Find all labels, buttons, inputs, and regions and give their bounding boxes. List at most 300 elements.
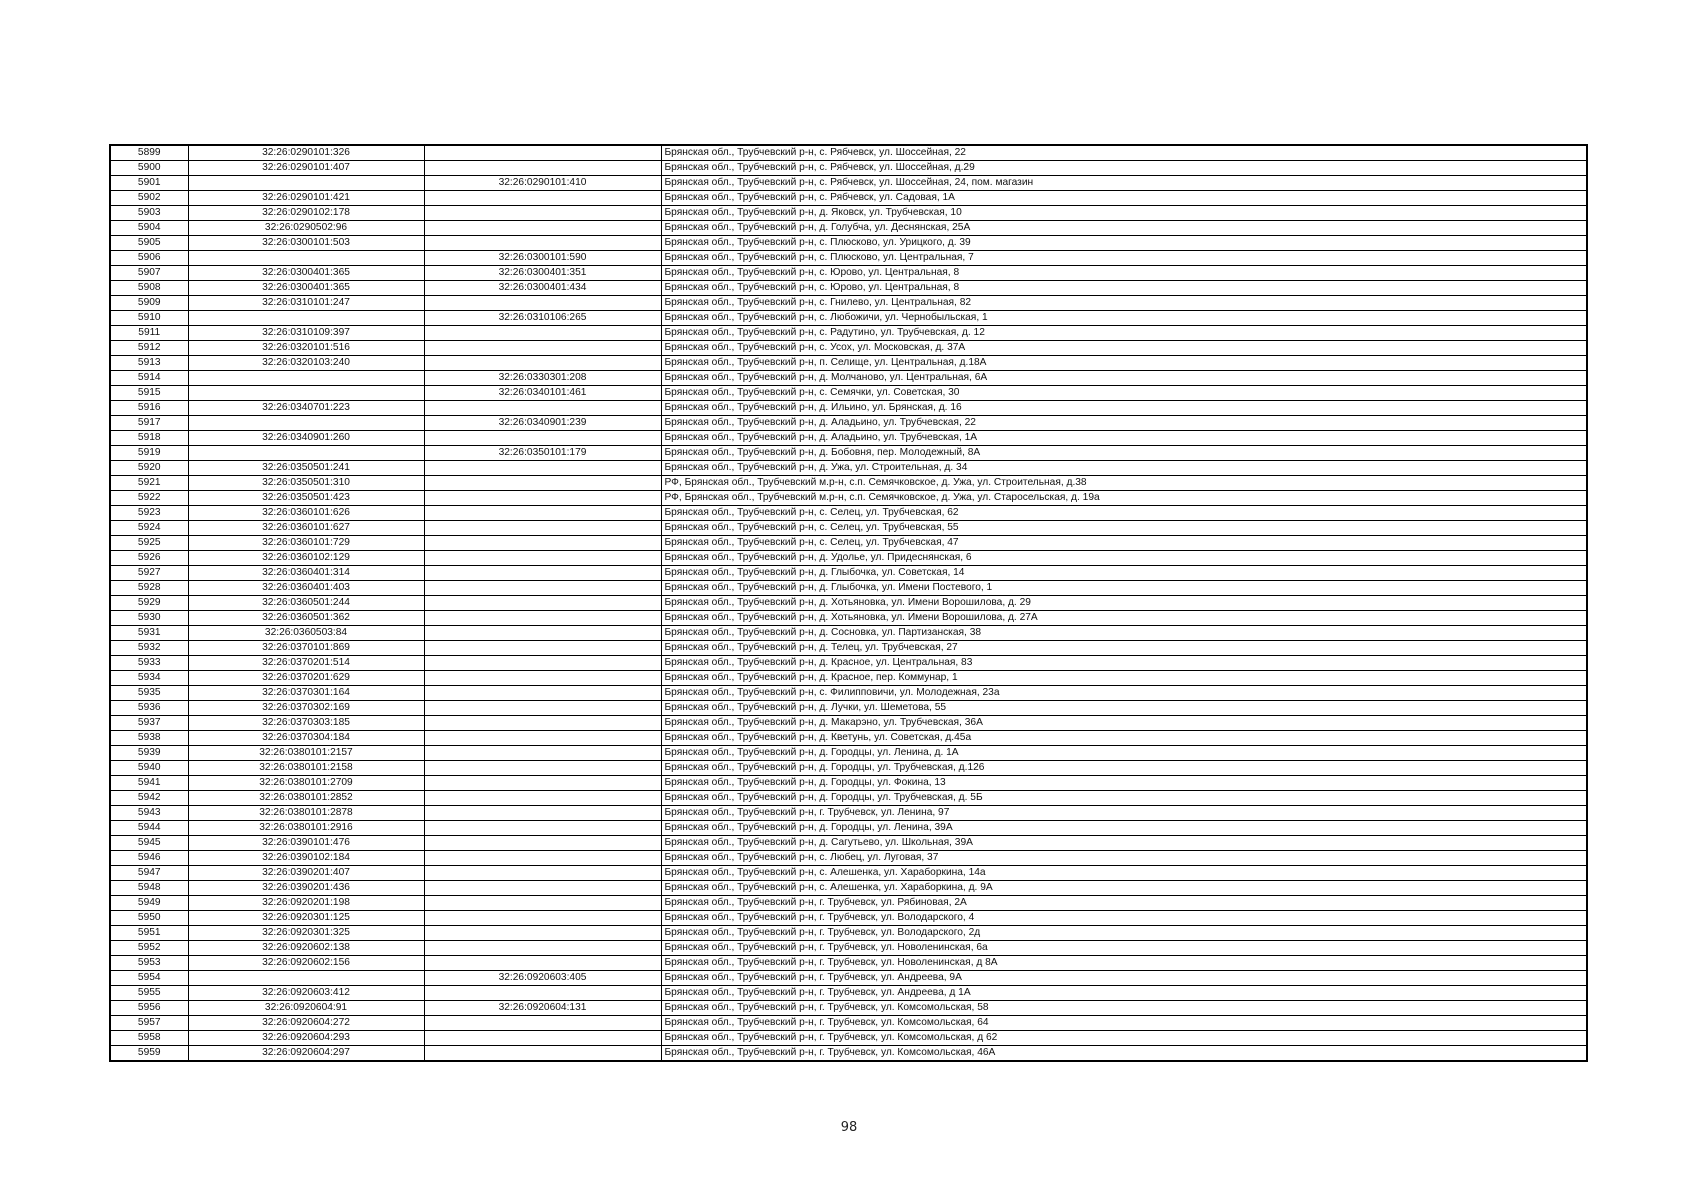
cadastral-number-cell: 32:26:0290102:178 bbox=[188, 206, 424, 221]
cadastral-number-cell: 32:26:0370302:169 bbox=[188, 701, 424, 716]
related-cadastral-number-cell bbox=[424, 986, 661, 1001]
related-cadastral-number-cell bbox=[424, 671, 661, 686]
table-row bbox=[110, 326, 1587, 341]
related-cadastral-number-cell bbox=[424, 1016, 661, 1031]
related-cadastral-number-cell bbox=[424, 776, 661, 791]
cadastral-number-cell bbox=[188, 446, 424, 461]
related-cadastral-number-cell: 32:26:0350101:179 bbox=[424, 446, 661, 461]
address-cell: Брянская обл., Трубчевский р-н, д. Лучки, ул. Шеметова, 55 bbox=[661, 701, 1587, 716]
address-cell: Брянская обл., Трубчевский р-н, г. Трубчевск, ул. Комсомольская, 64 bbox=[661, 1016, 1587, 1031]
table-row bbox=[110, 836, 1587, 851]
registry-table-body bbox=[110, 145, 1587, 1061]
cadastral-number-cell: 32:26:0300401:365 bbox=[188, 266, 424, 281]
cadastral-number-cell: 32:26:0360503:84 bbox=[188, 626, 424, 641]
table-row bbox=[110, 656, 1587, 671]
related-cadastral-number-cell bbox=[424, 806, 661, 821]
cadastral-number-cell: 32:26:0300401:365 bbox=[188, 281, 424, 296]
related-cadastral-number-cell bbox=[424, 686, 661, 701]
address-cell: Брянская обл., Трубчевский р-н, с. Гнилево, ул. Центральная, 82 bbox=[661, 296, 1587, 311]
related-cadastral-number-cell bbox=[424, 161, 661, 176]
related-cadastral-number-cell: 32:26:0330301:208 bbox=[424, 371, 661, 386]
address-cell: Брянская обл., Трубчевский р-н, с. Юрово, ул. Центральная, 8 bbox=[661, 281, 1587, 296]
address-cell: Брянская обл., Трубчевский р-н, д. Удолье, ул. Придеснянская, 6 bbox=[661, 551, 1587, 566]
row-number-cell: 5910 bbox=[110, 311, 188, 326]
related-cadastral-number-cell bbox=[424, 596, 661, 611]
row-number-cell: 5920 bbox=[110, 461, 188, 476]
related-cadastral-number-cell bbox=[424, 716, 661, 731]
address-cell: РФ, Брянская обл., Трубчевский м.р-н, с.п. Семячковское, д. Ужа, ул. Строительная, д.38 bbox=[661, 476, 1587, 491]
row-number-cell: 5921 bbox=[110, 476, 188, 491]
cadastral-number-cell: 32:26:0290101:326 bbox=[188, 145, 424, 161]
table-row bbox=[110, 431, 1587, 446]
address-cell: Брянская обл., Трубчевский р-н, с. Алешенка, ул. Хараборкина, д. 9А bbox=[661, 881, 1587, 896]
address-cell: Брянская обл., Трубчевский р-н, с. Рябчевск, ул. Садовая, 1А bbox=[661, 191, 1587, 206]
table-row bbox=[110, 416, 1587, 431]
table-row bbox=[110, 521, 1587, 536]
row-number-cell: 5899 bbox=[110, 145, 188, 161]
table-row bbox=[110, 566, 1587, 581]
table-row bbox=[110, 476, 1587, 491]
related-cadastral-number-cell bbox=[424, 926, 661, 941]
cadastral-number-cell: 32:26:0920301:125 bbox=[188, 911, 424, 926]
cadastral-number-cell: 32:26:0380101:2157 bbox=[188, 746, 424, 761]
table-row bbox=[110, 941, 1587, 956]
address-cell: Брянская обл., Трубчевский р-н, д. Молчаново, ул. Центральная, 6А bbox=[661, 371, 1587, 386]
related-cadastral-number-cell bbox=[424, 356, 661, 371]
related-cadastral-number-cell bbox=[424, 236, 661, 251]
related-cadastral-number-cell bbox=[424, 941, 661, 956]
table-row bbox=[110, 1016, 1587, 1031]
address-cell: Брянская обл., Трубчевский р-н, с. Селец, ул. Трубчевская, 55 bbox=[661, 521, 1587, 536]
related-cadastral-number-cell bbox=[424, 581, 661, 596]
table-row bbox=[110, 191, 1587, 206]
row-number-cell: 5926 bbox=[110, 551, 188, 566]
related-cadastral-number-cell bbox=[424, 626, 661, 641]
table-row bbox=[110, 791, 1587, 806]
address-cell: Брянская обл., Трубчевский р-н, д. Городцы, ул. Трубчевская, д. 5Б bbox=[661, 791, 1587, 806]
row-number-cell: 5939 bbox=[110, 746, 188, 761]
address-cell: Брянская обл., Трубчевский р-н, д. Красное, пер. Коммунар, 1 bbox=[661, 671, 1587, 686]
cadastral-number-cell: 32:26:0370201:629 bbox=[188, 671, 424, 686]
row-number-cell: 5931 bbox=[110, 626, 188, 641]
row-number-cell: 5915 bbox=[110, 386, 188, 401]
row-number-cell: 5924 bbox=[110, 521, 188, 536]
related-cadastral-number-cell bbox=[424, 641, 661, 656]
cadastral-number-cell: 32:26:0920604:91 bbox=[188, 1001, 424, 1016]
row-number-cell: 5941 bbox=[110, 776, 188, 791]
cadastral-number-cell: 32:26:0350501:241 bbox=[188, 461, 424, 476]
table-row bbox=[110, 386, 1587, 401]
address-cell: Брянская обл., Трубчевский р-н, с. Любожичи, ул. Чернобыльская, 1 bbox=[661, 311, 1587, 326]
cadastral-number-cell: 32:26:0290502:96 bbox=[188, 221, 424, 236]
row-number-cell: 5918 bbox=[110, 431, 188, 446]
address-cell: Брянская обл., Трубчевский р-н, д. Хотьяновка, ул. Имени Ворошилова, д. 27А bbox=[661, 611, 1587, 626]
row-number-cell: 5948 bbox=[110, 881, 188, 896]
row-number-cell: 5908 bbox=[110, 281, 188, 296]
related-cadastral-number-cell bbox=[424, 551, 661, 566]
cadastral-number-cell: 32:26:0380101:2709 bbox=[188, 776, 424, 791]
address-cell: Брянская обл., Трубчевский р-н, с. Филипповичи, ул. Молодежная, 23а bbox=[661, 686, 1587, 701]
table-row bbox=[110, 461, 1587, 476]
cadastral-number-cell: 32:26:0360501:244 bbox=[188, 596, 424, 611]
address-cell: Брянская обл., Трубчевский р-н, д. Аладьино, ул. Трубчевская, 1А bbox=[661, 431, 1587, 446]
cadastral-number-cell: 32:26:0380101:2878 bbox=[188, 806, 424, 821]
related-cadastral-number-cell bbox=[424, 896, 661, 911]
related-cadastral-number-cell bbox=[424, 851, 661, 866]
row-number-cell: 5957 bbox=[110, 1016, 188, 1031]
related-cadastral-number-cell bbox=[424, 191, 661, 206]
related-cadastral-number-cell bbox=[424, 431, 661, 446]
table-row bbox=[110, 311, 1587, 326]
table-row bbox=[110, 236, 1587, 251]
related-cadastral-number-cell bbox=[424, 731, 661, 746]
address-cell: Брянская обл., Трубчевский р-н, с. Рябчевск, ул. Шоссейная, д.29 bbox=[661, 161, 1587, 176]
related-cadastral-number-cell bbox=[424, 461, 661, 476]
cadastral-number-cell: 32:26:0360101:626 bbox=[188, 506, 424, 521]
row-number-cell: 5904 bbox=[110, 221, 188, 236]
row-number-cell: 5945 bbox=[110, 836, 188, 851]
row-number-cell: 5911 bbox=[110, 326, 188, 341]
related-cadastral-number-cell bbox=[424, 221, 661, 236]
address-cell: Брянская обл., Трубчевский р-н, д. Сагутьево, ул. Школьная, 39А bbox=[661, 836, 1587, 851]
table-row bbox=[110, 251, 1587, 266]
row-number-cell: 5916 bbox=[110, 401, 188, 416]
row-number-cell: 5946 bbox=[110, 851, 188, 866]
address-cell: Брянская обл., Трубчевский р-н, д. Кветунь, ул. Советская, д.45а bbox=[661, 731, 1587, 746]
cadastral-number-cell: 32:26:0290101:407 bbox=[188, 161, 424, 176]
cadastral-number-cell: 32:26:0290101:421 bbox=[188, 191, 424, 206]
address-cell: Брянская обл., Трубчевский р-н, д. Ильино, ул. Брянская, д. 16 bbox=[661, 401, 1587, 416]
cadastral-number-cell: 32:26:0390101:476 bbox=[188, 836, 424, 851]
cadastral-number-cell bbox=[188, 251, 424, 266]
cadastral-number-cell bbox=[188, 371, 424, 386]
address-cell: Брянская обл., Трубчевский р-н, г. Трубчевск, ул. Андреева, 9А bbox=[661, 971, 1587, 986]
address-cell: Брянская обл., Трубчевский р-н, с. Юрово, ул. Центральная, 8 bbox=[661, 266, 1587, 281]
table-row bbox=[110, 206, 1587, 221]
address-cell: Брянская обл., Трубчевский р-н, д. Красное, ул. Центральная, 83 bbox=[661, 656, 1587, 671]
row-number-cell: 5956 bbox=[110, 1001, 188, 1016]
address-cell: Брянская обл., Трубчевский р-н, д. Макарэно, ул. Трубчевская, 36А bbox=[661, 716, 1587, 731]
related-cadastral-number-cell bbox=[424, 536, 661, 551]
row-number-cell: 5937 bbox=[110, 716, 188, 731]
cadastral-number-cell: 32:26:0920602:156 bbox=[188, 956, 424, 971]
table-row bbox=[110, 776, 1587, 791]
related-cadastral-number-cell bbox=[424, 206, 661, 221]
row-number-cell: 5928 bbox=[110, 581, 188, 596]
row-number-cell: 5935 bbox=[110, 686, 188, 701]
row-number-cell: 5949 bbox=[110, 896, 188, 911]
related-cadastral-number-cell bbox=[424, 491, 661, 506]
table-row bbox=[110, 581, 1587, 596]
row-number-cell: 5907 bbox=[110, 266, 188, 281]
address-cell: Брянская обл., Трубчевский р-н, г. Трубчевск, ул. Новоленинская, д 8А bbox=[661, 956, 1587, 971]
related-cadastral-number-cell bbox=[424, 866, 661, 881]
related-cadastral-number-cell bbox=[424, 296, 661, 311]
row-number-cell: 5903 bbox=[110, 206, 188, 221]
property-registry-table bbox=[109, 144, 1588, 1062]
row-number-cell: 5909 bbox=[110, 296, 188, 311]
table-row bbox=[110, 176, 1587, 191]
related-cadastral-number-cell bbox=[424, 881, 661, 896]
table-row bbox=[110, 266, 1587, 281]
row-number-cell: 5930 bbox=[110, 611, 188, 626]
address-cell: Брянская обл., Трубчевский р-н, г. Трубчевск, ул. Комсомольская, 58 bbox=[661, 1001, 1587, 1016]
cadastral-number-cell bbox=[188, 176, 424, 191]
address-cell: Брянская обл., Трубчевский р-н, д. Глыбочка, ул. Советская, 14 bbox=[661, 566, 1587, 581]
row-number-cell: 5954 bbox=[110, 971, 188, 986]
row-number-cell: 5950 bbox=[110, 911, 188, 926]
table-row bbox=[110, 701, 1587, 716]
address-cell: Брянская обл., Трубчевский р-н, с. Селец, ул. Трубчевская, 47 bbox=[661, 536, 1587, 551]
related-cadastral-number-cell bbox=[424, 911, 661, 926]
page-number: 98 bbox=[840, 1120, 858, 1135]
table-row bbox=[110, 626, 1587, 641]
address-cell: Брянская обл., Трубчевский р-н, с. Селец, ул. Трубчевская, 62 bbox=[661, 506, 1587, 521]
related-cadastral-number-cell bbox=[424, 521, 661, 536]
row-number-cell: 5938 bbox=[110, 731, 188, 746]
related-cadastral-number-cell bbox=[424, 401, 661, 416]
address-cell: Брянская обл., Трубчевский р-н, с. Семячки, ул. Советская, 30 bbox=[661, 386, 1587, 401]
table-row bbox=[110, 281, 1587, 296]
cadastral-number-cell: 32:26:0380101:2158 bbox=[188, 761, 424, 776]
address-cell: Брянская обл., Трубчевский р-н, п. Селище, ул. Центральная, д.18А bbox=[661, 356, 1587, 371]
address-cell: Брянская обл., Трубчевский р-н, с. Плюсково, ул. Урицкого, д. 39 bbox=[661, 236, 1587, 251]
address-cell: Брянская обл., Трубчевский р-н, д. Яковск, ул. Трубчевская, 10 bbox=[661, 206, 1587, 221]
table-row bbox=[110, 506, 1587, 521]
related-cadastral-number-cell: 32:26:0310106:265 bbox=[424, 311, 661, 326]
related-cadastral-number-cell bbox=[424, 956, 661, 971]
table-row bbox=[110, 896, 1587, 911]
table-row bbox=[110, 1001, 1587, 1016]
row-number-cell: 5951 bbox=[110, 926, 188, 941]
row-number-cell: 5943 bbox=[110, 806, 188, 821]
cadastral-number-cell: 32:26:0340701:223 bbox=[188, 401, 424, 416]
cadastral-number-cell: 32:26:0920301:325 bbox=[188, 926, 424, 941]
address-cell: Брянская обл., Трубчевский р-н, с. Радутино, ул. Трубчевская, д. 12 bbox=[661, 326, 1587, 341]
table-row bbox=[110, 221, 1587, 236]
related-cadastral-number-cell bbox=[424, 1031, 661, 1046]
table-row bbox=[110, 761, 1587, 776]
table-row bbox=[110, 866, 1587, 881]
table-row bbox=[110, 296, 1587, 311]
table-row bbox=[110, 446, 1587, 461]
row-number-cell: 5929 bbox=[110, 596, 188, 611]
row-number-cell: 5906 bbox=[110, 251, 188, 266]
cadastral-number-cell: 32:26:0360401:403 bbox=[188, 581, 424, 596]
address-cell: Брянская обл., Трубчевский р-н, д. Аладьино, ул. Трубчевская, 22 bbox=[661, 416, 1587, 431]
table-row bbox=[110, 371, 1587, 386]
address-cell: Брянская обл., Трубчевский р-н, с. Плюсково, ул. Центральная, 7 bbox=[661, 251, 1587, 266]
cadastral-number-cell: 32:26:0390201:436 bbox=[188, 881, 424, 896]
address-cell: Брянская обл., Трубчевский р-н, д. Хотьяновка, ул. Имени Ворошилова, д. 29 bbox=[661, 596, 1587, 611]
address-cell: Брянская обл., Трубчевский р-н, с. Рябчевск, ул. Шоссейная, 24, пом. магазин bbox=[661, 176, 1587, 191]
cadastral-number-cell bbox=[188, 416, 424, 431]
address-cell: Брянская обл., Трубчевский р-н, с. Усох, ул. Московская, д. 37А bbox=[661, 341, 1587, 356]
row-number-cell: 5959 bbox=[110, 1046, 188, 1062]
row-number-cell: 5925 bbox=[110, 536, 188, 551]
related-cadastral-number-cell bbox=[424, 506, 661, 521]
related-cadastral-number-cell bbox=[424, 611, 661, 626]
cadastral-number-cell: 32:26:0360501:362 bbox=[188, 611, 424, 626]
address-cell: Брянская обл., Трубчевский р-н, с. Любец, ул. Луговая, 37 bbox=[661, 851, 1587, 866]
cadastral-number-cell: 32:26:0390201:407 bbox=[188, 866, 424, 881]
cadastral-number-cell: 32:26:0300101:503 bbox=[188, 236, 424, 251]
related-cadastral-number-cell: 32:26:0920603:405 bbox=[424, 971, 661, 986]
cadastral-number-cell bbox=[188, 311, 424, 326]
table-row bbox=[110, 536, 1587, 551]
row-number-cell: 5900 bbox=[110, 161, 188, 176]
address-cell: Брянская обл., Трубчевский р-н, д. Городцы, ул. Трубчевская, д.126 bbox=[661, 761, 1587, 776]
table-row bbox=[110, 881, 1587, 896]
related-cadastral-number-cell bbox=[424, 746, 661, 761]
related-cadastral-number-cell: 32:26:0340901:239 bbox=[424, 416, 661, 431]
row-number-cell: 5944 bbox=[110, 821, 188, 836]
related-cadastral-number-cell: 32:26:0300401:434 bbox=[424, 281, 661, 296]
row-number-cell: 5952 bbox=[110, 941, 188, 956]
cadastral-number-cell: 32:26:0370101:869 bbox=[188, 641, 424, 656]
cadastral-number-cell: 32:26:0920604:293 bbox=[188, 1031, 424, 1046]
row-number-cell: 5958 bbox=[110, 1031, 188, 1046]
row-number-cell: 5901 bbox=[110, 176, 188, 191]
address-cell: Брянская обл., Трубчевский р-н, д. Городцы, ул. Ленина, д. 1А bbox=[661, 746, 1587, 761]
address-cell: Брянская обл., Трубчевский р-н, г. Трубчевск, ул. Андреева, д 1А bbox=[661, 986, 1587, 1001]
row-number-cell: 5902 bbox=[110, 191, 188, 206]
address-cell: Брянская обл., Трубчевский р-н, с. Алешенка, ул. Хараборкина, 14а bbox=[661, 866, 1587, 881]
table-row bbox=[110, 731, 1587, 746]
table-row bbox=[110, 716, 1587, 731]
related-cadastral-number-cell bbox=[424, 761, 661, 776]
cadastral-number-cell: 32:26:0350501:423 bbox=[188, 491, 424, 506]
address-cell: Брянская обл., Трубчевский р-н, д. Телец, ул. Трубчевская, 27 bbox=[661, 641, 1587, 656]
related-cadastral-number-cell: 32:26:0300101:590 bbox=[424, 251, 661, 266]
table-row bbox=[110, 401, 1587, 416]
address-cell: РФ, Брянская обл., Трубчевский м.р-н, с.п. Семячковское, д. Ужа, ул. Старосельская, д. 19а bbox=[661, 491, 1587, 506]
address-cell: Брянская обл., Трубчевский р-н, г. Трубчевск, ул. Рябиновая, 2А bbox=[661, 896, 1587, 911]
row-number-cell: 5923 bbox=[110, 506, 188, 521]
row-number-cell: 5912 bbox=[110, 341, 188, 356]
related-cadastral-number-cell bbox=[424, 1046, 661, 1062]
related-cadastral-number-cell: 32:26:0300401:351 bbox=[424, 266, 661, 281]
related-cadastral-number-cell bbox=[424, 566, 661, 581]
table-row bbox=[110, 491, 1587, 506]
cadastral-number-cell: 32:26:0920602:138 bbox=[188, 941, 424, 956]
address-cell: Брянская обл., Трубчевский р-н, г. Трубчевск, ул. Новоленинская, 6а bbox=[661, 941, 1587, 956]
address-cell: Брянская обл., Трубчевский р-н, с. Рябчевск, ул. Шоссейная, 22 bbox=[661, 145, 1587, 161]
cadastral-number-cell: 32:26:0920201:198 bbox=[188, 896, 424, 911]
cadastral-number-cell: 32:26:0920604:272 bbox=[188, 1016, 424, 1031]
cadastral-number-cell: 32:26:0360102:129 bbox=[188, 551, 424, 566]
cadastral-number-cell: 32:26:0320103:240 bbox=[188, 356, 424, 371]
address-cell: Брянская обл., Трубчевский р-н, д. Бобовня, пер. Молодежный, 8А bbox=[661, 446, 1587, 461]
related-cadastral-number-cell bbox=[424, 836, 661, 851]
table-row bbox=[110, 806, 1587, 821]
table-row bbox=[110, 1046, 1587, 1062]
cadastral-number-cell: 32:26:0310109:397 bbox=[188, 326, 424, 341]
row-number-cell: 5913 bbox=[110, 356, 188, 371]
row-number-cell: 5922 bbox=[110, 491, 188, 506]
cadastral-number-cell: 32:26:0920604:297 bbox=[188, 1046, 424, 1062]
cadastral-number-cell: 32:26:0380101:2852 bbox=[188, 791, 424, 806]
table-row bbox=[110, 641, 1587, 656]
cadastral-number-cell: 32:26:0360401:314 bbox=[188, 566, 424, 581]
cadastral-number-cell: 32:26:0360101:729 bbox=[188, 536, 424, 551]
row-number-cell: 5905 bbox=[110, 236, 188, 251]
table-row bbox=[110, 145, 1587, 161]
table-row bbox=[110, 971, 1587, 986]
row-number-cell: 5933 bbox=[110, 656, 188, 671]
related-cadastral-number-cell: 32:26:0340101:461 bbox=[424, 386, 661, 401]
related-cadastral-number-cell bbox=[424, 821, 661, 836]
related-cadastral-number-cell bbox=[424, 656, 661, 671]
address-cell: Брянская обл., Трубчевский р-н, г. Трубчевск, ул. Володарского, 4 bbox=[661, 911, 1587, 926]
cadastral-number-cell: 32:26:0370304:184 bbox=[188, 731, 424, 746]
row-number-cell: 5932 bbox=[110, 641, 188, 656]
table-row bbox=[110, 551, 1587, 566]
related-cadastral-number-cell bbox=[424, 145, 661, 161]
row-number-cell: 5942 bbox=[110, 791, 188, 806]
row-number-cell: 5940 bbox=[110, 761, 188, 776]
table-row bbox=[110, 911, 1587, 926]
cadastral-number-cell bbox=[188, 971, 424, 986]
table-row bbox=[110, 356, 1587, 371]
address-cell: Брянская обл., Трубчевский р-н, д. Голубча, ул. Деснянская, 25А bbox=[661, 221, 1587, 236]
address-cell: Брянская обл., Трубчевский р-н, г. Трубчевск, ул. Ленина, 97 bbox=[661, 806, 1587, 821]
address-cell: Брянская обл., Трубчевский р-н, г. Трубчевск, ул. Комсомольская, 46А bbox=[661, 1046, 1587, 1062]
cadastral-number-cell: 32:26:0320101:516 bbox=[188, 341, 424, 356]
cadastral-number-cell: 32:26:0360101:627 bbox=[188, 521, 424, 536]
table-row bbox=[110, 956, 1587, 971]
address-cell: Брянская обл., Трубчевский р-н, д. Городцы, ул. Фокина, 13 bbox=[661, 776, 1587, 791]
table-row bbox=[110, 161, 1587, 176]
cadastral-number-cell: 32:26:0920603:412 bbox=[188, 986, 424, 1001]
cadastral-number-cell: 32:26:0380101:2916 bbox=[188, 821, 424, 836]
related-cadastral-number-cell bbox=[424, 701, 661, 716]
related-cadastral-number-cell: 32:26:0290101:410 bbox=[424, 176, 661, 191]
related-cadastral-number-cell bbox=[424, 341, 661, 356]
related-cadastral-number-cell bbox=[424, 326, 661, 341]
row-number-cell: 5934 bbox=[110, 671, 188, 686]
related-cadastral-number-cell bbox=[424, 791, 661, 806]
row-number-cell: 5914 bbox=[110, 371, 188, 386]
cadastral-number-cell: 32:26:0370303:185 bbox=[188, 716, 424, 731]
table-row bbox=[110, 341, 1587, 356]
table-row bbox=[110, 596, 1587, 611]
cadastral-number-cell: 32:26:0340901:260 bbox=[188, 431, 424, 446]
cadastral-number-cell: 32:26:0370201:514 bbox=[188, 656, 424, 671]
related-cadastral-number-cell: 32:26:0920604:131 bbox=[424, 1001, 661, 1016]
row-number-cell: 5927 bbox=[110, 566, 188, 581]
table-row bbox=[110, 821, 1587, 836]
table-row bbox=[110, 1031, 1587, 1046]
cadastral-number-cell: 32:26:0350501:310 bbox=[188, 476, 424, 491]
row-number-cell: 5936 bbox=[110, 701, 188, 716]
row-number-cell: 5919 bbox=[110, 446, 188, 461]
related-cadastral-number-cell bbox=[424, 476, 661, 491]
address-cell: Брянская обл., Трубчевский р-н, д. Городцы, ул. Ленина, 39А bbox=[661, 821, 1587, 836]
table-row bbox=[110, 986, 1587, 1001]
address-cell: Брянская обл., Трубчевский р-н, г. Трубчевск, ул. Володарского, 2д bbox=[661, 926, 1587, 941]
row-number-cell: 5917 bbox=[110, 416, 188, 431]
table-row bbox=[110, 671, 1587, 686]
cadastral-number-cell: 32:26:0370301:164 bbox=[188, 686, 424, 701]
cadastral-number-cell bbox=[188, 386, 424, 401]
address-cell: Брянская обл., Трубчевский р-н, д. Сосновка, ул. Партизанская, 38 bbox=[661, 626, 1587, 641]
row-number-cell: 5953 bbox=[110, 956, 188, 971]
table-row bbox=[110, 611, 1587, 626]
cadastral-number-cell: 32:26:0310101:247 bbox=[188, 296, 424, 311]
row-number-cell: 5947 bbox=[110, 866, 188, 881]
table-row bbox=[110, 851, 1587, 866]
